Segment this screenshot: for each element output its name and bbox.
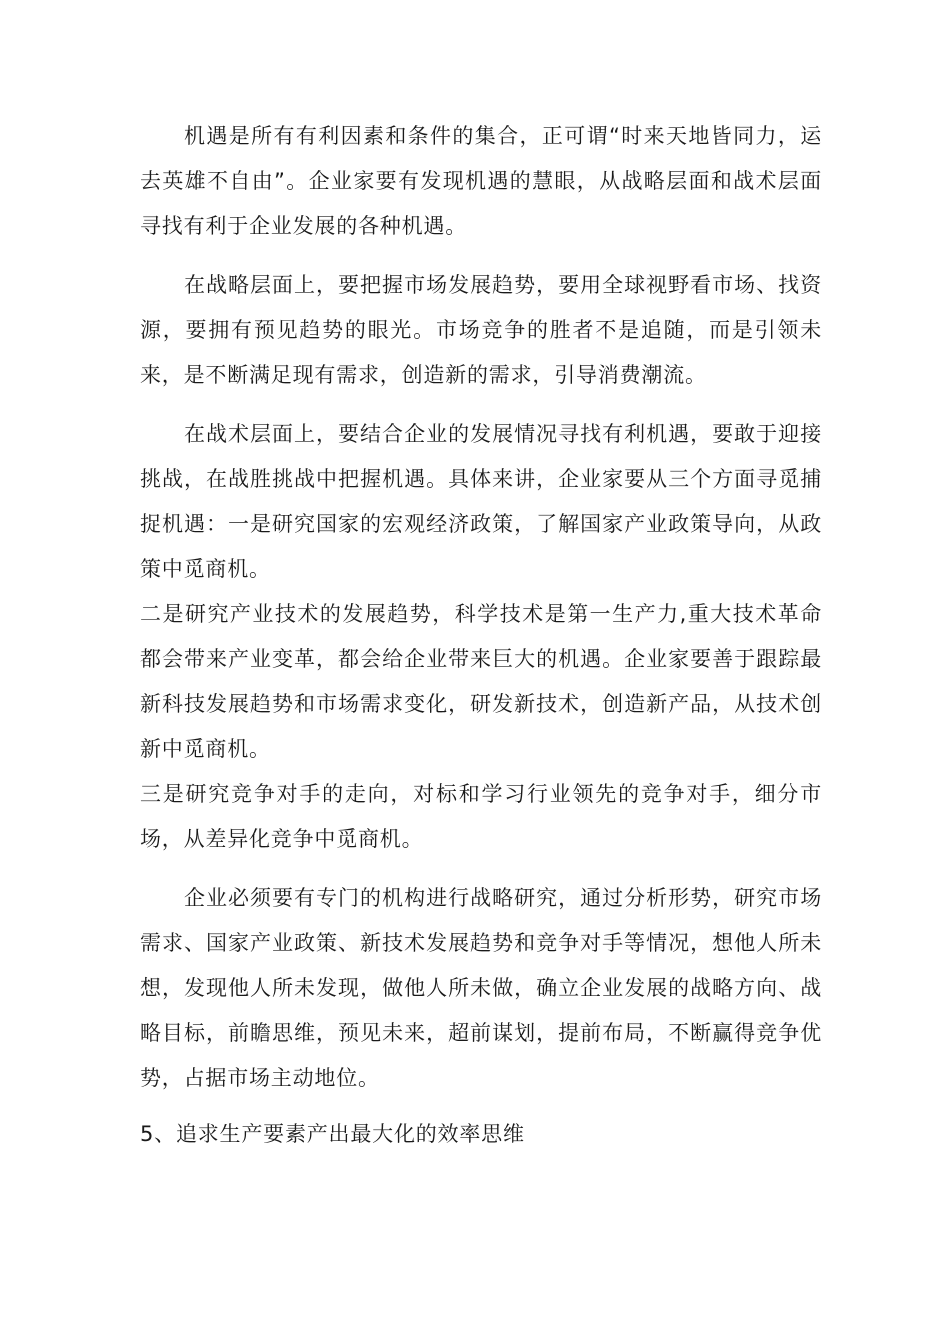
paragraph-opportunity-definition: 机遇是所有有利因素和条件的集合，正可谓“时来天地皆同力，运去英雄不自由”。企业家要有发现机遇的慧眼，从战略层面和战术层面寻找有利于企业发展的各种机遇。 [140,124,822,238]
paragraph-strategic-level: 在战略层面上，要把握市场发展趋势，要用全球视野看市场、找资源，要拥有预见趋势的眼光。市场竞争的胜者不是追随，而是引领未来，是不断满足现有需求，创造新的需求，引导消费潮流。 [140,273,822,387]
paragraph-technology-trends: 二是研究产业技术的发展趋势，科学技术是第一生产力,重大技术革命都会带来产业变革，都会给企业带来巨大的机遇。企业家要善于跟踪最新科技发展趋势和市场需求变化，研发新技术，创造新产品，从技术创新中觅商机。 [140,602,822,761]
paragraph-competitor-analysis: 三是研究竞争对手的走向，对标和学习行业领先的竞争对手，细分市场，从差异化竞争中觅商机。 [140,782,822,851]
section-heading: 5、追求生产要素产出最大化的效率思维 [140,1122,525,1146]
paragraph-strategy-research: 企业必须要有专门的机构进行战略研究，通过分析形势，研究市场需求、国家产业政策、新技术发展趋势和竞争对手等情况，想他人所未想，发现他人所未发现，做他人所未做，确立企业发展的战略方向、战略目标，前瞻思维，预见未来，超前谋划，提前布局，不断赢得竞争优势，占据市场主动地位。 [140,886,822,1090]
document-body [140,114,822,1157]
paragraph-tactical-level: 在战术层面上，要结合企业的发展情况寻找有利机遇，要敢于迎接挑战，在战胜挑战中把握机遇。具体来讲，企业家要从三个方面寻觅捕捉机遇：一是研究国家的宏观经济政策，了解国家产业政策导向，从政策中觅商机。 [140,422,822,581]
